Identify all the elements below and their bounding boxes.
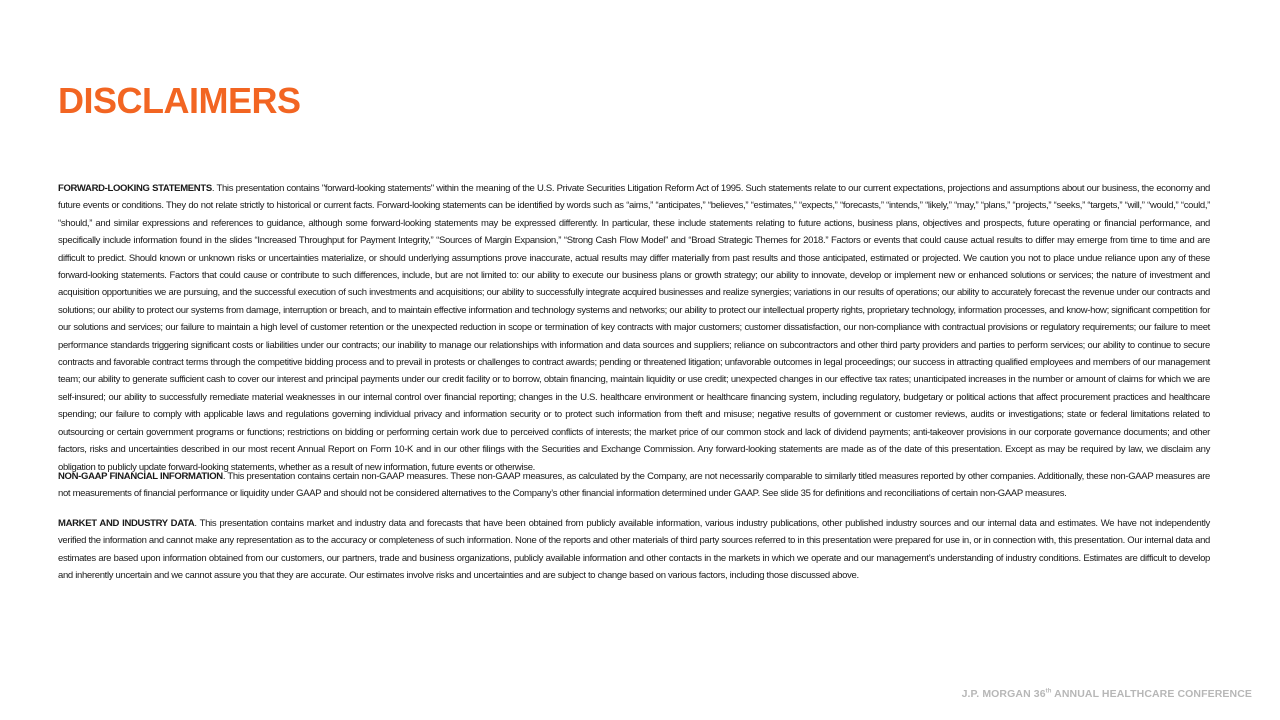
section-body: . This presentation contains "forward-looking statements" within the meaning of the U.S. Private Securities Litigation Reform Act of 1995. Such statements relate to our current expectations, projections and assumptions about our business, the economy and future events or conditions. They do not relate strictly to historical or current facts. Forward-looking statements can be identified by words such as “aims,” “anticipates,” “believes,” “estimates,” “expects,” “forecasts,” “intends,” “likely,” “may,” “plans,” “projects,” “seeks,” “targets,” “will,” “would,” “could,” “should,” and similar expressions and references to guidance, although some forward-looking statements may be expressed differently. In particular, these include statements relating to future actions, business plans, objectives and prospects, future operating or financial performance, and specifically include information found in the slides “Increased Throughput for Payment Integrity,” “Sources of Margin Expansion,” “Strong Cash Flow Model” and “Broad Strategic Themes for 2018.” Factors or events that could cause actual results to differ may emerge from time to time and are difficult to predict. Should known or unknown risks or uncertainties materialize, or should underlying assumptions prove inaccurate, actual results may differ materially from past results and those anticipated, estimated or projected. We caution you not to place undue reliance upon any of these forward-looking statements. Factors that could cause or contribute to such differences, include, but are not limited to: our ability to execute our business plans or growth strategy; our ability to innovate, develop or implement new or enhanced solutions or services; the nature of investment and acquisition opportunities we are pursuing, and the successful execution of such investments and acquisitions; our ability to successfully integrate acquired businesses and realize synergies; variations in our results of operations; our ability to accurately forecast the revenue under our contracts and solutions; our ability to protect our systems from damage, interruption or breach, and to maintain effective information and technology systems and networks; our ability to protect our intellectual property rights, proprietary technology, information processes, and know-how; significant competition for our solutions and services; our failure to maintain a high level of customer retention or the unexpected reduction in scope or termination of key contracts with major customers; customer dissatisfaction, our non-compliance with contractual provisions or regulatory requirements; our failure to meet performance standards triggering significant costs or liabilities under our contracts; our inability to manage our relationships with information and data sources and suppliers; reliance on subcontractors and other third party providers and parties to perform services; our ability to continue to secure contracts and favorable contract terms through the competitive bidding process and to prevail in protests or challenges to contract awards; pending or threatened litigation; unfavorable outcomes in legal proceedings; our success in attracting qualified employees and members of our management team; our ability to generate sufficient cash to cover our interest and principal payments under our credit facility or to borrow, obtain financing, maintain liquidity or use credit; unexpected changes in our effective tax rates; unanticipated increases in the number or amount of claims for which we are self-insured; our ability to successfully remediate material weaknesses in our internal control over financial reporting; changes in the U.S. healthcare environment or healthcare financing system, including regulatory, budgetary or political actions that affect procurement practices and healthcare spending; our failure to comply with applicable laws and regulations governing individual privacy and information security or to protect such information from theft and misuse; negative results of government or customer reviews, audits or investigations; state or federal limitations related to outsourcing or certain government programs or functions; restrictions on bidding or performing certain work due to perceived conflicts of interests; the market price of our common stock and lack of dividend payments; anti-takeover provisions in our corporate governance documents; and other factors, risks and uncertainties described in our most recent Annual Report on Form 10-K and in our other filings with the Securities and Exchange Commission. Any forward-looking statements are made as of the date of this presentation. Except as may be required by law, we disclaim any obligation to publicly update forward-looking statements, whether as a result of new information, future events or otherwise. bbox=[58, 183, 1210, 473]
section-heading: NON-GAAP FINANCIAL INFORMATION bbox=[58, 471, 223, 482]
footer-superscript: th bbox=[1045, 688, 1052, 695]
page-title: DISCLAIMERS bbox=[58, 80, 301, 121]
footer-suffix: ANNUAL HEALTHCARE CONFERENCE bbox=[1051, 688, 1252, 700]
forward-looking-statements bbox=[58, 180, 1210, 476]
non-gaap-financial-information bbox=[58, 468, 1210, 503]
footer-prefix: J.P. MORGAN 36 bbox=[961, 688, 1046, 700]
section-body: . This presentation contains certain non-GAAP measures. These non-GAAP measures, as calculated by the Company, are not necessarily comparable to similarly titled measures reported by other companies. Additionally, these non-GAAP measures are not measurements of financial performance or liquidity under GAAP and should not be considered alternatives to the Company’s other financial information determined under GAAP. See slide 35 for definitions and reconciliations of certain non-GAAP measures. bbox=[58, 471, 1210, 500]
market-and-industry-data bbox=[58, 515, 1210, 585]
conference-footer bbox=[962, 688, 1252, 700]
section-heading: MARKET AND INDUSTRY DATA bbox=[58, 518, 195, 529]
section-heading: FORWARD-LOOKING STATEMENTS bbox=[58, 183, 212, 194]
section-body: . This presentation contains market and industry data and forecasts that have been obtained from publicly available information, various industry publications, other published industry sources and our internal data and estimates. We have not independently verified the information and cannot make any representation as to the accuracy or completeness of such information. None of the reports and other materials of third party sources referred to in this presentation were prepared for use in, or in connection with, this presentation. Our internal data and estimates are based upon information obtained from our customers, our partners, trade and business organizations, publicly available information and other contacts in the markets in which we operate and our management’s understanding of industry conditions. Estimates are difficult to develop and inherently uncertain and we cannot assure you that they are accurate. Our estimates involve risks and uncertainties and are subject to change based on various factors, including those discussed above. bbox=[58, 518, 1210, 582]
